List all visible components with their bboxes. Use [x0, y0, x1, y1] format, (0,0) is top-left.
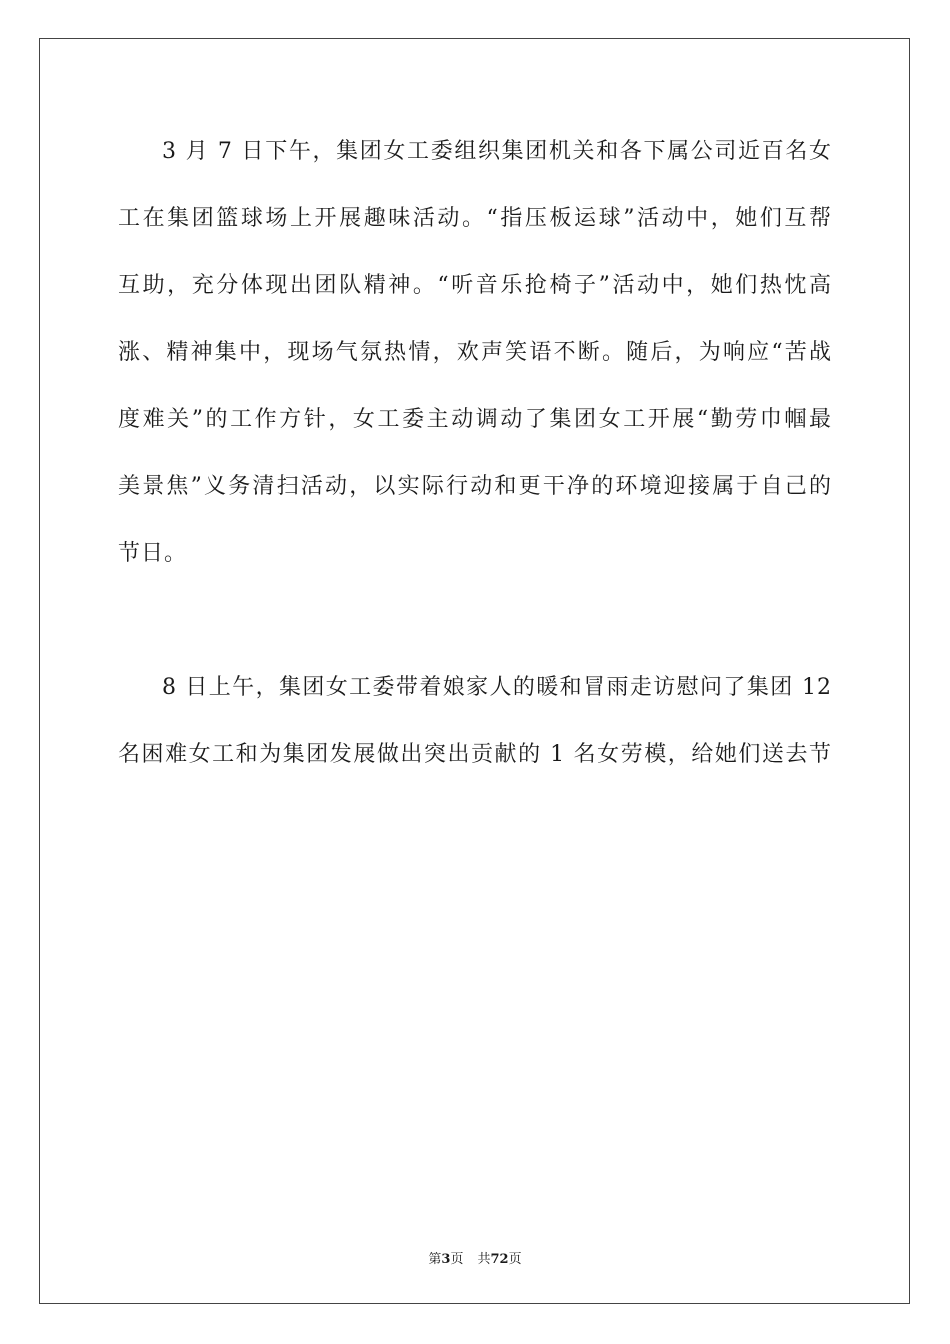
- paragraph-line: 工在集团篮球场上开展趣味活动。“指压板运球”活动中，她们互帮: [118, 206, 832, 231]
- document-body: [118, 118, 832, 788]
- paragraph-line: 3 月 7 日下午，集团女工委组织集团机关和各下属公司近百名女: [162, 139, 832, 164]
- page-prefix: 第: [428, 1252, 442, 1267]
- paragraph-line: 节日。: [118, 541, 188, 566]
- total-suffix: 页: [508, 1252, 522, 1267]
- total-prefix: 共: [477, 1252, 491, 1267]
- page-suffix: 页: [450, 1252, 464, 1267]
- paragraph-line: 美景焦”义务清扫活动，以实际行动和更干净的环境迎接属于自己的: [118, 474, 832, 499]
- page-number: 3: [441, 1252, 451, 1267]
- paragraph-line: 名困难女工和为集团发展做出突出贡献的 1 名女劳模，给她们送去节: [118, 742, 832, 767]
- total-pages: 72: [490, 1252, 509, 1267]
- page-footer: [0, 1248, 950, 1267]
- paragraph-line: 涨、精神集中，现场气氛热情，欢声笑语不断。随后，为响应“苦战: [118, 340, 832, 365]
- paragraph-line: 度难关”的工作方针，女工委主动调动了集团女工开展“勤劳巾帼最: [118, 407, 832, 432]
- paragraph-line: 互助，充分体现出团队精神。“听音乐抢椅子”活动中，她们热忱高: [118, 273, 832, 298]
- paragraph-line: 8 日上午，集团女工委带着娘家人的暖和冒雨走访慰问了集团 12: [162, 675, 832, 700]
- blank-line: [118, 587, 832, 654]
